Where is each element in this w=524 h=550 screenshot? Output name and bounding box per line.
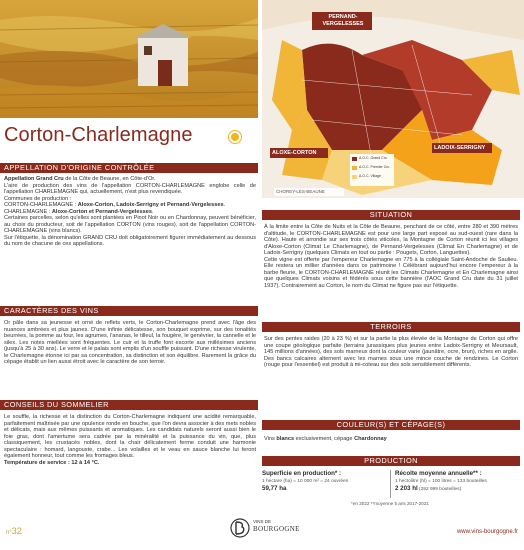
appellation-corton-pre: CORTON-CHARLEMAGNE :	[4, 202, 78, 208]
couleurs-type: blancs	[276, 436, 295, 442]
vins-de-bourgogne-logo	[230, 516, 300, 540]
production-surface-conversion: 1 hectare (ha) = 10 000 m² = 24 ouvrées	[262, 478, 349, 484]
section-heading-couleurs: COULEUR(S) ET CÉPAGE(S)	[262, 420, 520, 430]
terroirs-text: Sur des pentes raides (20 à 23 %) et sur la partie la plus élevée de la Montagne de Corton qui offre une coupe géologique parfaite (terrains jurassiques plus jeunes entre Ladoix-Serrigny et Meursault, 145 millions d'années), des sols marneux dont la couleur varie (jaunâtre, ocre, brun), riches en argile. Des bancs calcaires alternent avec les marnes sous une mince couche de rendzines. Le Corton (rouge pour l'essentiel) est produit à mi-coteau sur des sols sensiblement différents.	[264, 336, 518, 368]
logo-small-text: VINS DE	[253, 519, 272, 524]
sommelier-text	[4, 414, 256, 466]
map-label-ladoix: LADOIX-SERRIGNY	[434, 145, 486, 151]
situation-p1: À la limite entre la Côte de Nuits et la Côte de Beaune, penchant de ce côté, entre 280 et 390 mètres d'altitude, le CORTON-CHARLEMAGNE est pour une large part exposé au sud-ouest (rare dans la Côte). Haute et arrondie sur ses trois côtés viticoles, la Montagne de Corton réunit ici les villages d'Aloxe-Corton (Climat Le Charlemagne), de Pernand-Vergelesses (Climat En Charlemagne) et de Ladoix-Serrigny (quelques Climats en tout ou partie : Pougets, Corton, Languettes).	[264, 224, 518, 256]
couleurs-pre: Vins	[264, 436, 277, 442]
appellation-charlemagne-end: .	[151, 208, 154, 215]
production-surface-value: 59,77 ha	[262, 485, 287, 492]
map-label-chorey: CHOREY-LÈS-BEAUNE	[276, 189, 325, 194]
appellation-dot-icon	[229, 131, 241, 143]
vineyard-photo	[0, 0, 258, 118]
appellation-text	[4, 176, 256, 248]
production-recolte-bottles: (292 999 bouteilles)	[417, 487, 462, 492]
production-surface	[262, 470, 388, 493]
situation-text	[264, 224, 518, 289]
sommelier-temp-value: 12 à 14 °C.	[71, 459, 100, 466]
appellation-p1: L'aire de production des vins de l'appellation CORTON-CHARLEMAGNE englobe celle de l'appellation CHARLEMAGNE qui, actuellement, n'est plus revendiquée.	[4, 182, 256, 195]
section-heading-caracteres: CARACTÈRES DES VINS	[0, 306, 258, 316]
production-footnote: *en 2022 **moyenne 5 ans 2017-2021	[351, 501, 429, 506]
bourgogne-emblem-icon	[230, 517, 250, 539]
sommelier-body: Le souffle, la richesse et la distinction du Corton-Charlemagne indiquent une acidité remarquable, parfaitement maîtrisée par une opulence ronde en bouche, que l'on devra associer à des mets nobles et délicats, mais aux mêmes puissants et aromatiques. Les candidats naturels seront aussi bien le foie gras, dont l'amertume sera cadrée par la minéralité et la puissance du vin, que, plus classiquement, les crustacés nobles, dont la chair délicatement ferme conduit une harmonie spectaculaire : homard, langouste, crabe... Les volailles et le veau en sauce blanche lui feront également honneur, tout comme les fromages bleus.	[4, 414, 256, 459]
sommelier-temp-label: Température de service :	[4, 459, 72, 466]
production-divider	[390, 470, 391, 498]
page-title: Corton-Charlemagne	[4, 124, 193, 146]
section-heading-sommelier: CONSEILS DU SOMMELIER	[0, 400, 258, 410]
couleurs-cepage: Chardonnay	[354, 436, 387, 442]
production-recolte-label: Récolte moyenne annuelle** :	[395, 470, 482, 477]
appellation-map	[262, 0, 524, 198]
section-heading-terroirs: TERROIRS	[262, 322, 520, 332]
appellation-p5: Sur l'étiquette, la dénomination GRAND CRU doit obligatoirement figurer immédiatement au dessous du nom de chacune de ces appellations.	[4, 234, 256, 247]
page-number-value: 32	[11, 526, 22, 536]
logo-big-text: BOURGOGNE	[253, 525, 300, 533]
section-heading-production: PRODUCTION	[262, 456, 520, 466]
caracteres-text: Or pâle dans sa jeunesse et orné de reflets verts, le Corton-Charlemagne prend avec l'âge des nuances ambrées et plus jaunes. D'une infinie délicatesse, son bouquet exprime, sur des tonalités beurrées, la pomme au four, les agrumes, l'ananas, le tilleul, la fougère, le genévrier, la cannelle et le silex. Les notes miellées sont fréquentes. Le cuir et la truffe font escorte aux millésimes anciens (jusqu'à 25 à 30 ans). Le verre et le palais sont emplis d'un souffle puissant. D'une richesse virulente, le Charlemagne étonne ici par sa concentration, sa distinction et son équilibre. Rarement la grâce du cépage établit un lien aussi étroit avec le caractère de son terroir.	[4, 320, 256, 365]
appellation-communes-label: Communes de production :	[4, 195, 72, 202]
page-number	[6, 526, 22, 536]
section-heading-situation: SITUATION	[262, 210, 520, 220]
appellation-charlemagne-communes: Aloxe-Corton et Pernand-Vergelesses	[51, 208, 152, 215]
map-legend-grandcru: A.O.C. Grand Cru	[359, 156, 387, 160]
couleurs-mid: exclusivement, cépage	[294, 436, 355, 442]
production-surface-label: Superficie en production* :	[262, 470, 342, 477]
page-number-prefix: n°	[6, 530, 12, 536]
appellation-corton-end: .	[223, 202, 226, 208]
section-heading-appellation: APPELLATION D'ORIGINE CONTRÔLÉE	[0, 163, 258, 173]
appellation-lead-rest: de la Côte de Beaune, en Côte-d'Or.	[63, 176, 156, 182]
website-link[interactable]: www.vins-bourgogne.fr	[456, 529, 518, 535]
map-label-aloxe: ALOXE-CORTON	[272, 150, 317, 156]
appellation-p4: Certaines parcelles, selon qu'elles sont plantées en Pinot Noir ou en Chardonnay, peuvent bénéficier, au choix du producteur, soit de l'appellation CORTON (vins rouges), soit de l'appellation CORTON-CHARLEMAGNE (vins blancs).	[4, 215, 256, 234]
production-recolte-conversion: 1 hectolitre (hl) = 100 litres = 133 bouteilles	[395, 478, 487, 484]
appellation-lead: Appellation Grand Cru	[4, 176, 64, 182]
map-legend-premiercru: A.O.C. Premier Cru	[359, 165, 390, 169]
map-label-pernand: PERNAND-VERGELESSES	[322, 14, 364, 27]
couleurs-text	[264, 436, 518, 443]
map-legend-village: A.O.C. Village	[359, 174, 381, 178]
appellation-corton-communes: Aloxe-Corton, Ladoix-Serrigny et Pernand-Vergelesses	[77, 202, 224, 208]
appellation-charlemagne-pre: CHARLEMAGNE :	[4, 208, 52, 215]
situation-p2: Cette vigne est offerte par l'empereur Charlemagne en 775 à la collégiale Saint-Andoche de Saulieu. Elle restera un millier d'années dans ce patrimoine ! Célébrant aujourd'hui encore l'empereur à la barbe fleurie, le CORTON-CHARLEMAGNE réunit les Climats Charlemagne et En Charlemagne ainsi que quelques Climats voisins et fédérés sous cette bannière (l'AOC Grand Cru date du 31 juillet 1937). Contrairement au Corton, le nom du Climat ne figure pas sur l'étiquette.	[264, 256, 518, 289]
production-recolte	[395, 470, 518, 494]
production-recolte-value: 2 203 hl	[395, 485, 418, 492]
